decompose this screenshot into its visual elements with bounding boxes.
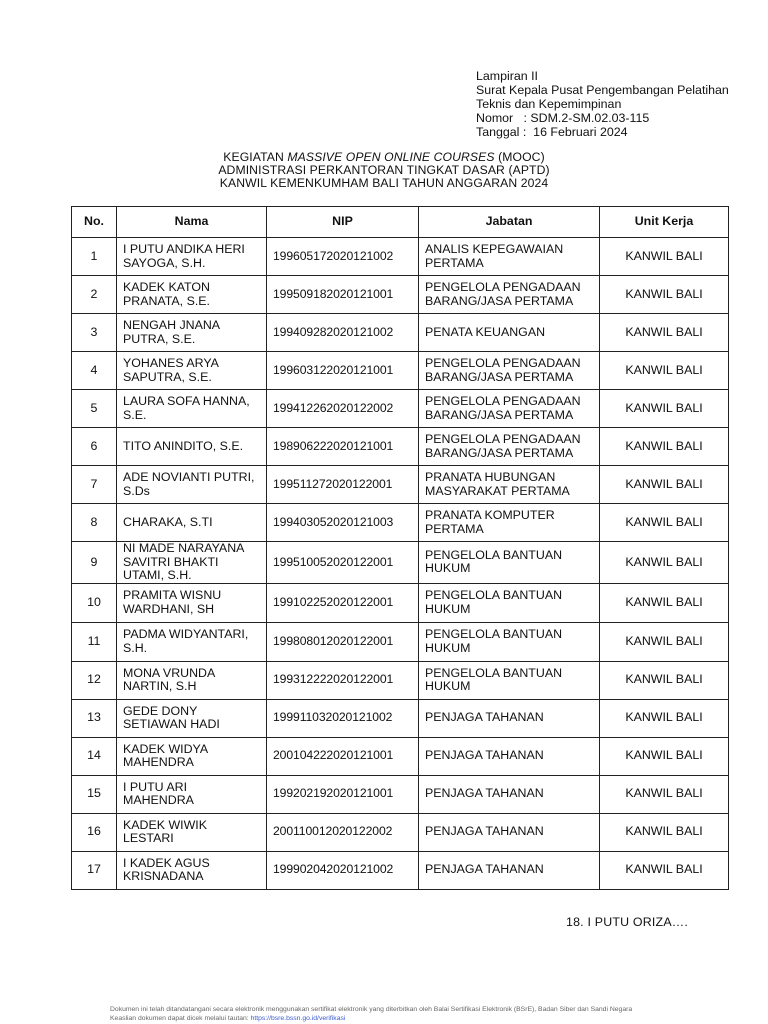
date-label: Tanggal bbox=[476, 125, 520, 139]
table-body bbox=[72, 238, 729, 890]
table-row bbox=[72, 542, 729, 584]
cell-nama: CHARAKA, S.TI bbox=[117, 504, 267, 542]
cell-jabatan: ANALIS KEPEGAWAIAN PERTAMA bbox=[419, 238, 600, 276]
table-row bbox=[72, 661, 729, 699]
cell-nip: 199412262020122002 bbox=[267, 390, 419, 428]
cell-jabatan: PRANATA HUBUNGAN MASYARAKAT PERTAMA bbox=[419, 466, 600, 504]
cell-no: 13 bbox=[72, 699, 117, 737]
cell-no: 10 bbox=[72, 583, 117, 622]
cell-no: 5 bbox=[72, 390, 117, 428]
cell-nip: 200110012020122002 bbox=[267, 813, 419, 851]
cell-nip: 199603122020121001 bbox=[267, 352, 419, 390]
cell-jabatan: PENJAGA TAHANAN bbox=[419, 775, 600, 813]
cell-nip: 199511272020122001 bbox=[267, 466, 419, 504]
cell-unit-kerja: KANWIL BALI bbox=[600, 390, 729, 428]
table-header-row bbox=[72, 207, 729, 238]
cell-unit-kerja: KANWIL BALI bbox=[600, 583, 729, 622]
cell-jabatan: PENJAGA TAHANAN bbox=[419, 813, 600, 851]
cell-nip: 199902042020121002 bbox=[267, 851, 419, 889]
cell-nama: NENGAH JNANA PUTRA, S.E. bbox=[117, 314, 267, 352]
cell-nama: MONA VRUNDA NARTIN, S.H bbox=[117, 661, 267, 699]
cell-nip: 199202192020121001 bbox=[267, 775, 419, 813]
cell-jabatan: PENGELOLA BANTUAN HUKUM bbox=[419, 542, 600, 584]
cell-no: 8 bbox=[72, 504, 117, 542]
cell-unit-kerja: KANWIL BALI bbox=[600, 352, 729, 390]
cell-jabatan: PRANATA KOMPUTER PERTAMA bbox=[419, 504, 600, 542]
header-nama: Nama bbox=[117, 207, 267, 238]
cell-nip: 199409282020121002 bbox=[267, 314, 419, 352]
participants-table bbox=[71, 206, 729, 890]
cell-jabatan: PENATA KEUANGAN bbox=[419, 314, 600, 352]
cell-unit-kerja: KANWIL BALI bbox=[600, 428, 729, 466]
cell-unit-kerja: KANWIL BALI bbox=[600, 504, 729, 542]
cell-nama: I PUTU ANDIKA HERI SAYOGA, S.H. bbox=[117, 238, 267, 276]
cell-unit-kerja: KANWIL BALI bbox=[600, 622, 729, 661]
heading-italic: MASSIVE OPEN ONLINE COURSES bbox=[287, 150, 495, 164]
cell-jabatan: PENGELOLA PENGADAAN BARANG/JASA PERTAMA bbox=[419, 276, 600, 314]
cell-unit-kerja: KANWIL BALI bbox=[600, 661, 729, 699]
cell-jabatan: PENJAGA TAHANAN bbox=[419, 851, 600, 889]
cell-nip: 199605172020121002 bbox=[267, 238, 419, 276]
number-label: Nomor bbox=[476, 111, 514, 125]
number-value: : SDM.2-SM.02.03-115 bbox=[513, 111, 650, 125]
cell-nip: 200104222020121001 bbox=[267, 737, 419, 775]
cell-nama: KADEK WIDYA MAHENDRA bbox=[117, 737, 267, 775]
heading-line-3: KANWIL KEMENKUMHAM BALI TAHUN ANGGARAN 2024 bbox=[219, 176, 549, 190]
cell-no: 1 bbox=[72, 238, 117, 276]
cell-no: 15 bbox=[72, 775, 117, 813]
table-row bbox=[72, 314, 729, 352]
cell-nip: 198906222020121001 bbox=[267, 428, 419, 466]
header-nip: NIP bbox=[267, 207, 419, 238]
table-row bbox=[72, 428, 729, 466]
table-row bbox=[72, 466, 729, 504]
attachment-date bbox=[476, 125, 766, 139]
cell-no: 6 bbox=[72, 428, 117, 466]
attachment-header bbox=[476, 69, 766, 139]
cell-no: 2 bbox=[72, 276, 117, 314]
table-row bbox=[72, 775, 729, 813]
attachment-label: Lampiran II bbox=[476, 69, 538, 83]
table-row bbox=[72, 622, 729, 661]
footer-prefix: Keaslian dokumen dapat dicek melalui tautan: bbox=[110, 1015, 251, 1022]
cell-unit-kerja: KANWIL BALI bbox=[600, 851, 729, 889]
table-row bbox=[72, 583, 729, 622]
heading-line-2: ADMINISTRASI PERKANTORAN TINGKAT DASAR (APTD) bbox=[218, 163, 550, 177]
table-row bbox=[72, 699, 729, 737]
cell-nip: 199403052020121003 bbox=[267, 504, 419, 542]
header-no: No. bbox=[72, 207, 117, 238]
document-heading bbox=[0, 151, 768, 190]
table-row bbox=[72, 851, 729, 889]
attachment-letter-line-2: Teknis dan Kepemimpinan bbox=[476, 97, 622, 111]
cell-nama: LAURA SOFA HANNA, S.E. bbox=[117, 390, 267, 428]
header-jabatan: Jabatan bbox=[419, 207, 600, 238]
cell-jabatan: PENGELOLA BANTUAN HUKUM bbox=[419, 661, 600, 699]
cell-nama: I KADEK AGUS KRISNADANA bbox=[117, 851, 267, 889]
table-row bbox=[72, 737, 729, 775]
cell-jabatan: PENGELOLA PENGADAAN BARANG/JASA PERTAMA bbox=[419, 390, 600, 428]
attachment-letter-line: Surat Kepala Pusat Pengembangan Pelatihan bbox=[476, 83, 729, 97]
cell-nip: 199808012020122001 bbox=[267, 622, 419, 661]
cell-no: 7 bbox=[72, 466, 117, 504]
cell-unit-kerja: KANWIL BALI bbox=[600, 775, 729, 813]
attachment-number bbox=[476, 111, 766, 125]
table-row bbox=[72, 352, 729, 390]
continuation-note: 18. I PUTU ORIZA…. bbox=[566, 915, 689, 929]
cell-unit-kerja: KANWIL BALI bbox=[600, 466, 729, 504]
cell-nama: KADEK WIWIK LESTARI bbox=[117, 813, 267, 851]
cell-jabatan: PENJAGA TAHANAN bbox=[419, 699, 600, 737]
heading-prefix: KEGIATAN bbox=[223, 150, 288, 164]
cell-nama: PADMA WIDYANTARI, S.H. bbox=[117, 622, 267, 661]
cell-unit-kerja: KANWIL BALI bbox=[600, 737, 729, 775]
verification-link[interactable]: https://bsre.bssn.go.id/verifikasi bbox=[250, 1015, 346, 1022]
cell-nip: 199312222020122001 bbox=[267, 661, 419, 699]
cell-no: 9 bbox=[72, 542, 117, 584]
table-row bbox=[72, 504, 729, 542]
cell-no: 16 bbox=[72, 813, 117, 851]
cell-no: 17 bbox=[72, 851, 117, 889]
cell-nama: ADE NOVIANTI PUTRI, S.Ds bbox=[117, 466, 267, 504]
cell-jabatan: PENGELOLA BANTUAN HUKUM bbox=[419, 583, 600, 622]
cell-nama: GEDE DONY SETIAWAN HADI bbox=[117, 699, 267, 737]
cell-nama: KADEK KATON PRANATA, S.E. bbox=[117, 276, 267, 314]
cell-nama: I PUTU ARI MAHENDRA bbox=[117, 775, 267, 813]
cell-unit-kerja: KANWIL BALI bbox=[600, 238, 729, 276]
cell-unit-kerja: KANWIL BALI bbox=[600, 542, 729, 584]
cell-nama: TITO ANINDITO, S.E. bbox=[117, 428, 267, 466]
cell-unit-kerja: KANWIL BALI bbox=[600, 276, 729, 314]
table-row bbox=[72, 238, 729, 276]
cell-no: 4 bbox=[72, 352, 117, 390]
signature-footer bbox=[110, 1005, 730, 1023]
table-row bbox=[72, 276, 729, 314]
table-row bbox=[72, 813, 729, 851]
cell-no: 12 bbox=[72, 661, 117, 699]
cell-nip: 199102252020122001 bbox=[267, 583, 419, 622]
cell-nip: 199509182020121001 bbox=[267, 276, 419, 314]
footer-line-1: Dokumen ini telah ditandatangani secara elektronik menggunakan sertifikat elektronik yang diterbitkan oleh Balai Sertifikasi Elektronik (BSrE), Badan Siber dan Sandi Negara bbox=[110, 1006, 633, 1013]
cell-no: 11 bbox=[72, 622, 117, 661]
cell-nama: NI MADE NARAYANA SAVITRI BHAKTI UTAMI, S.H. bbox=[117, 542, 267, 584]
cell-nama: YOHANES ARYA SAPUTRA, S.E. bbox=[117, 352, 267, 390]
cell-no: 3 bbox=[72, 314, 117, 352]
cell-nip: 199911032020121002 bbox=[267, 699, 419, 737]
date-value: : 16 Februari 2024 bbox=[519, 125, 628, 139]
cell-jabatan: PENGELOLA BANTUAN HUKUM bbox=[419, 622, 600, 661]
footer-line-2 bbox=[110, 1014, 730, 1023]
header-unit-kerja: Unit Kerja bbox=[600, 207, 729, 238]
heading-suffix: (MOOC) bbox=[494, 150, 545, 164]
cell-unit-kerja: KANWIL BALI bbox=[600, 813, 729, 851]
cell-jabatan: PENJAGA TAHANAN bbox=[419, 737, 600, 775]
table-row bbox=[72, 390, 729, 428]
cell-nip: 199510052020122001 bbox=[267, 542, 419, 584]
cell-no: 14 bbox=[72, 737, 117, 775]
cell-nama: PRAMITA WISNU WARDHANI, SH bbox=[117, 583, 267, 622]
cell-unit-kerja: KANWIL BALI bbox=[600, 699, 729, 737]
cell-unit-kerja: KANWIL BALI bbox=[600, 314, 729, 352]
cell-jabatan: PENGELOLA PENGADAAN BARANG/JASA PERTAMA bbox=[419, 428, 600, 466]
cell-jabatan: PENGELOLA PENGADAAN BARANG/JASA PERTAMA bbox=[419, 352, 600, 390]
